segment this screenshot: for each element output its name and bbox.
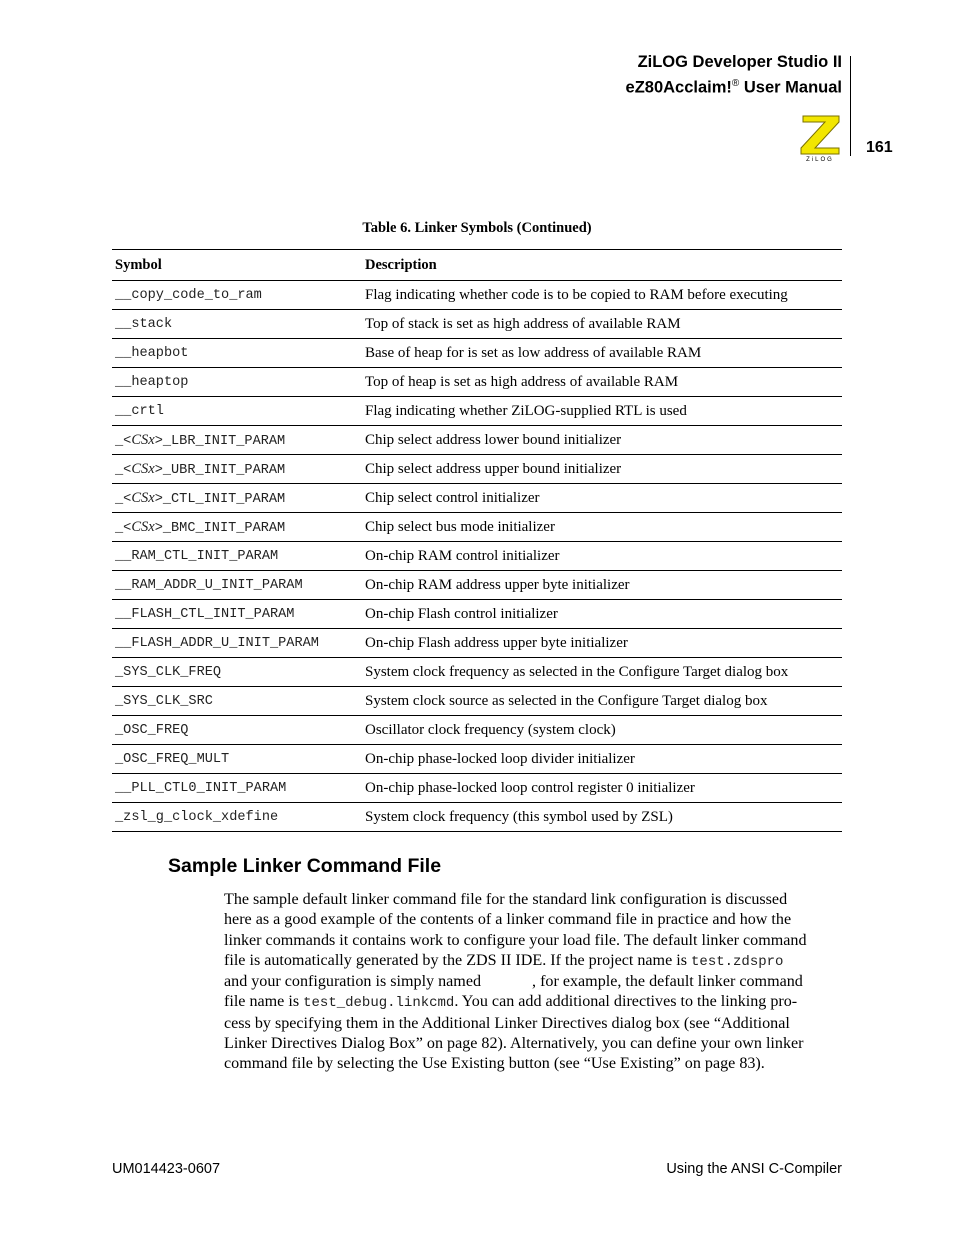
running-header	[626, 52, 842, 99]
description-cell: On-chip phase-locked loop divider initializer	[362, 745, 842, 774]
description-cell: Base of heap for is set as low address of available RAM	[362, 339, 842, 368]
table-row	[112, 513, 842, 542]
description-cell: On-chip Flash address upper byte initializer	[362, 629, 842, 658]
description-cell: On-chip Flash control initializer	[362, 600, 842, 629]
description-cell: On-chip RAM address upper byte initializer	[362, 571, 842, 600]
column-header-description: Description	[362, 250, 842, 281]
paragraph-line: command file by selecting the Use Existing button (see “Use Existing” on page 83).	[224, 1055, 765, 1073]
description-cell: System clock frequency as selected in the Configure Target dialog box	[362, 658, 842, 687]
body-paragraph	[224, 890, 846, 1075]
table-row	[112, 571, 842, 600]
symbol-cell: __copy_code_to_ram	[112, 281, 362, 310]
table-row	[112, 281, 842, 310]
description-cell: Oscillator clock frequency (system clock)	[362, 716, 842, 745]
description-cell: Chip select address upper bound initializer	[362, 455, 842, 484]
description-cell: Chip select bus mode initializer	[362, 513, 842, 542]
table-row	[112, 629, 842, 658]
description-cell: Flag indicating whether code is to be copied to RAM before executing	[362, 281, 842, 310]
table-row	[112, 600, 842, 629]
paragraph-line: here as a good example of the contents of a linker command file in practice and how the	[224, 911, 792, 929]
symbol-cell: _OSC_FREQ_MULT	[112, 745, 362, 774]
symbol-cell: _SYS_CLK_SRC	[112, 687, 362, 716]
column-header-symbol: Symbol	[112, 250, 362, 281]
symbol-cell: __heapbot	[112, 339, 362, 368]
header-title-line2: eZ80Acclaim!® User Manual	[625, 78, 842, 97]
description-cell: System clock frequency (this symbol used by ZSL)	[362, 803, 842, 832]
paragraph-line: cess by specifying them in the Additional Linker Directives dialog box (see “Additional	[224, 1014, 790, 1032]
table-row	[112, 716, 842, 745]
description-cell: System clock source as selected in the Configure Target dialog box	[362, 687, 842, 716]
table-caption: Table 6. Linker Symbols (Continued)	[362, 220, 592, 236]
table-row	[112, 455, 842, 484]
page-number: 161	[866, 139, 893, 156]
paragraph-line: linker commands it contains work to configure your load file. The default linker command	[224, 931, 807, 949]
paragraph-line: Linker Directives Dialog Box” on page 82). Alternatively, you can define your own linker	[224, 1035, 804, 1053]
symbol-cell: _SYS_CLK_FREQ	[112, 658, 362, 687]
table-row	[112, 687, 842, 716]
paragraph-line: file is automatically generated by the ZDS II IDE. If the project name is test.zdspro	[224, 951, 784, 970]
symbol-cell: __FLASH_CTL_INIT_PARAM	[112, 600, 362, 629]
table-row	[112, 426, 842, 455]
paragraph-line: and your configuration is simply named , for example, the default linker command	[224, 973, 803, 991]
paragraph-line: file name is test_debug.linkcmd. You can add additional directives to the linking pro-	[224, 993, 798, 1012]
project-file-name: test.zdspro	[691, 953, 784, 970]
table-row	[112, 339, 842, 368]
symbol-cell: _<CSx>_BMC_INIT_PARAM	[112, 513, 362, 542]
description-cell: On-chip phase-locked loop control register 0 initializer	[362, 774, 842, 803]
linkcmd-file-name: test_debug.linkcmd	[303, 995, 455, 1012]
zilog-logo	[797, 114, 843, 162]
symbol-cell: _zsl_g_clock_xdefine	[112, 803, 362, 832]
symbol-cell: _<CSx>_UBR_INIT_PARAM	[112, 455, 362, 484]
table-row	[112, 658, 842, 687]
header-title-line1: ZiLOG Developer Studio II	[637, 53, 842, 71]
symbol-cell: __RAM_ADDR_U_INIT_PARAM	[112, 571, 362, 600]
svg-text:ZiLOG: ZiLOG	[806, 157, 834, 162]
symbol-cell: __FLASH_ADDR_U_INIT_PARAM	[112, 629, 362, 658]
footer-doc-id: UM014423-0607	[112, 1161, 221, 1177]
symbol-cell: _<CSx>_LBR_INIT_PARAM	[112, 426, 362, 455]
symbol-cell: __crtl	[112, 397, 362, 426]
table-row	[112, 310, 842, 339]
table-row	[112, 542, 842, 571]
description-cell: Chip select control initializer	[362, 484, 842, 513]
description-cell: Top of stack is set as high address of available RAM	[362, 310, 842, 339]
footer-chapter: Using the ANSI C-Compiler	[666, 1161, 842, 1177]
paragraph-line: The sample default linker command file for the standard link configuration is discussed	[224, 891, 788, 908]
symbol-cell: __PLL_CTL0_INIT_PARAM	[112, 774, 362, 803]
linker-symbols-table	[112, 249, 842, 832]
table-row	[112, 484, 842, 513]
symbol-cell: _OSC_FREQ	[112, 716, 362, 745]
table-row	[112, 368, 842, 397]
description-cell: On-chip RAM control initializer	[362, 542, 842, 571]
symbol-cell: __stack	[112, 310, 362, 339]
description-cell: Chip select address lower bound initializer	[362, 426, 842, 455]
symbol-cell: __RAM_CTL_INIT_PARAM	[112, 542, 362, 571]
table-row	[112, 397, 842, 426]
header-divider	[850, 56, 851, 156]
section-heading: Sample Linker Command File	[168, 855, 442, 877]
table-row	[112, 803, 842, 832]
symbol-cell: __heaptop	[112, 368, 362, 397]
description-cell: Flag indicating whether ZiLOG-supplied RTL is used	[362, 397, 842, 426]
symbol-cell: _<CSx>_CTL_INIT_PARAM	[112, 484, 362, 513]
table-row	[112, 745, 842, 774]
description-cell: Top of heap is set as high address of available RAM	[362, 368, 842, 397]
table-row	[112, 774, 842, 803]
table-header-row	[112, 250, 842, 281]
